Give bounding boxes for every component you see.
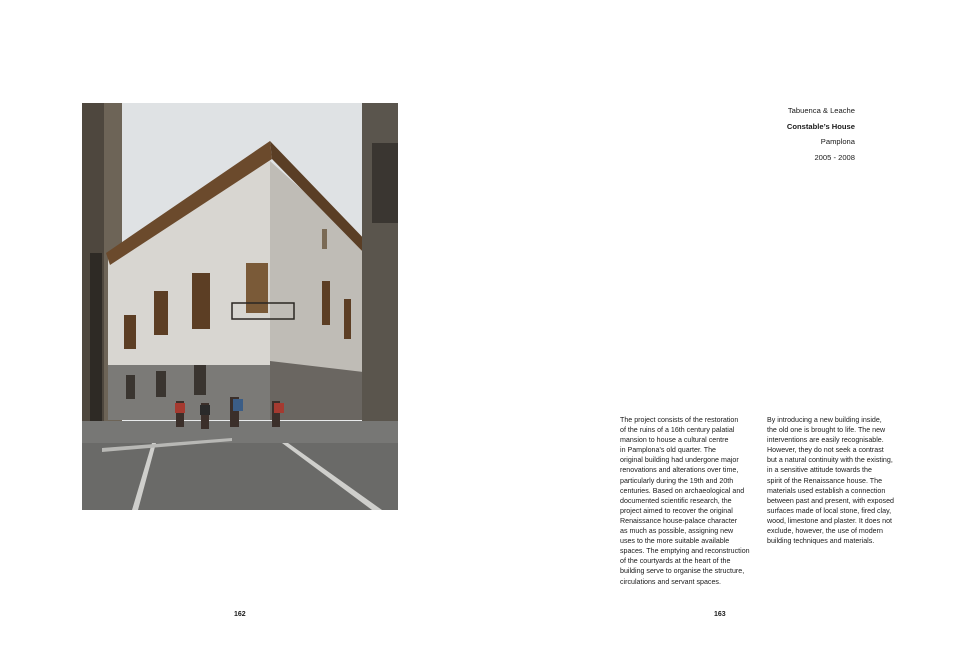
body-text-column-2 [767,415,905,546]
text-line: between past and present, with exposed [767,496,894,505]
text-line: uses to the more suitable available [620,537,730,546]
building-photo [82,103,398,510]
text-line: surfaces made of local stone, fired clay, [767,506,892,515]
text-line: However, they do not seek a contrast [767,446,884,455]
text-line: interventions are easily recognisable. [767,436,884,445]
project-city: Pamplona [820,137,855,146]
text-line: building techniques and materials. [767,537,875,546]
body-text-column-1 [620,415,758,587]
text-line: particularly during the 19th and 20th [620,476,734,485]
text-line: centuries. Based on archaeological and [620,486,745,495]
project-years: 2005 - 2008 [814,152,855,162]
text-line: By introducing a new building inside, [767,416,882,424]
text-line: circulations and servant spaces. [620,577,721,586]
text-line: documented scientific research, the [620,496,732,505]
text-line: materials used establish a connection [767,486,886,495]
text-line: spaces. The emptying and reconstruction [620,547,750,556]
text-line: of the ruins of a 16th century palatial [620,426,735,435]
project-title: Constable’s House [786,121,855,131]
text-line: Renaissance house-palace character [620,516,738,525]
text-line: wood, limestone and plaster. It does not [767,516,893,525]
text-line: building serve to organise the structure, [620,567,745,576]
text-line: in Pamplona’s old quarter. The [620,446,716,455]
page-number-left: 162 [234,611,246,618]
text-line: The project consists of the restoration [620,416,739,424]
text-line: spirit of the Renaissance house. The [767,476,883,485]
text-line: project aimed to recover the original [620,506,733,515]
text-line: renovations and alterations over time, [620,466,739,475]
text-line: but a natural continuity with the existing, [767,456,893,465]
text-line: mansion to house a cultural centre [620,436,729,445]
text-line: exclude, however, the use of modern [767,527,883,536]
text-line: original building had undergone major [620,456,739,465]
project-credits [787,103,855,165]
text-line: in a sensitive attitude towards the [767,466,872,475]
page-number-right: 163 [714,611,726,618]
text-line: of the courtyards at the heart of the [620,557,731,566]
text-line: the old one is brought to life. The new [767,426,886,435]
text-line: as much as possible, assigning new [620,527,734,536]
architect-name: Tabuenca & Leache [787,106,855,115]
